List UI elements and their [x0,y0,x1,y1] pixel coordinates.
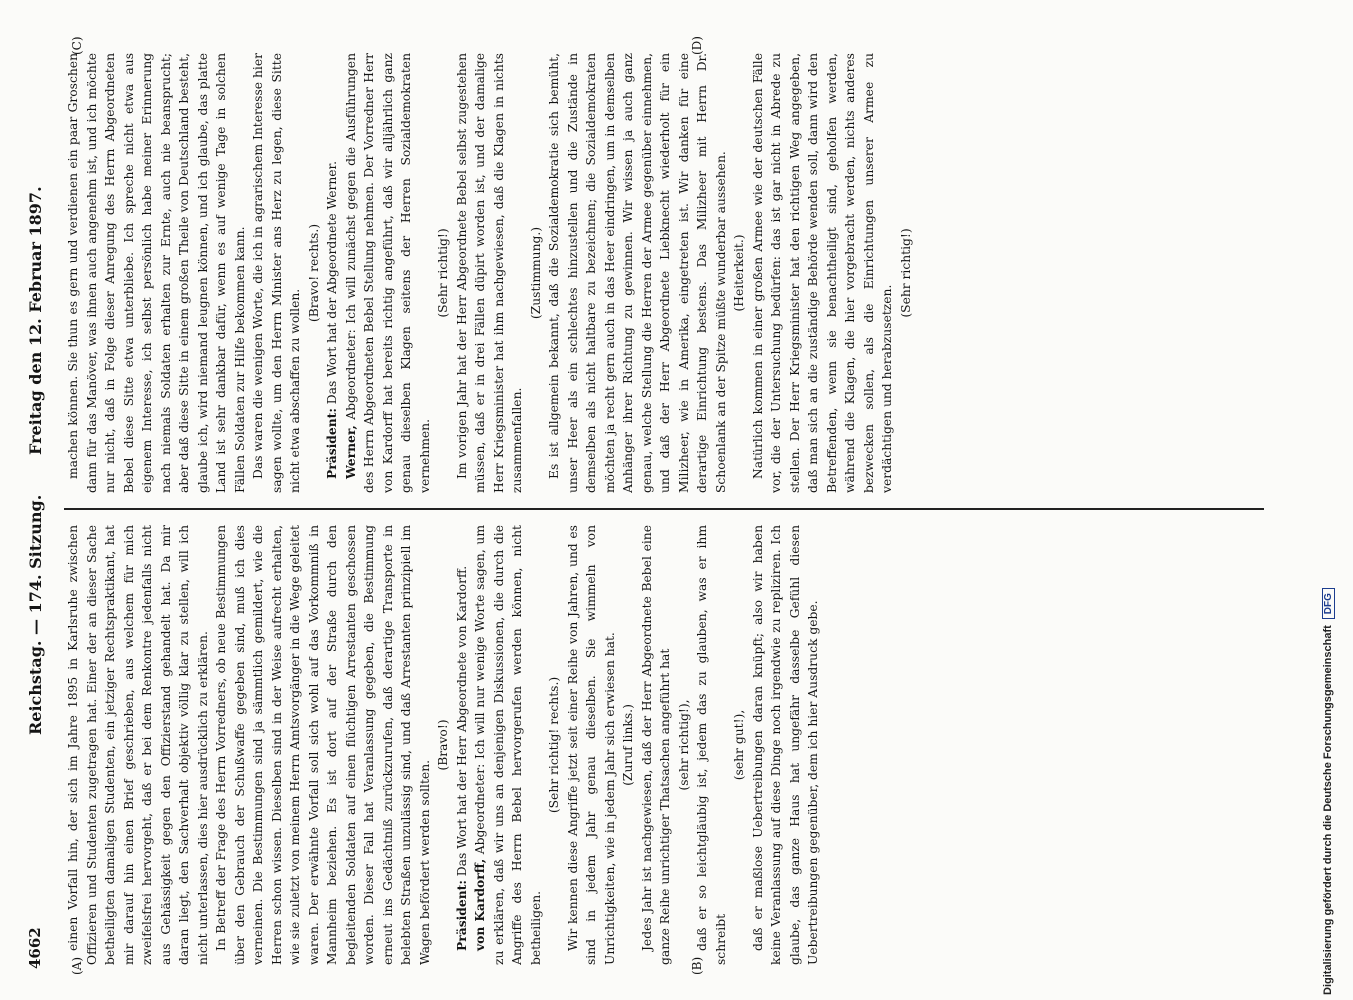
interjection: (Sehr richtig!) [436,228,450,318]
speech-text: Abgeordneter: Ich will nur wenige Worte sagen, um zu erklären, daß wir uns an denjenigen Diskussionen, die durch die Angriffe des Herrn Bebel hervorgerufen werden können, nicht betheiligen. [473,525,543,965]
right-column [64,53,1304,493]
margin-mark-b: (B) [690,956,704,975]
margin-mark-a: (A) [70,956,84,975]
interjection: (Bravo! rechts.) [306,223,321,323]
paragraph: Das waren die wenigen Worte, die ich in agrarischem Interesse hier sagen wollte, um den Herrn Minister ans Herz zu legen, diese Sitte nicht etwa abschaffen zu wollen. [251,53,302,493]
speech-text: Das Wort hat der Abgeordnete Werner. [325,161,339,405]
footer-credit [1322,5,1335,995]
interjection: (Sehr richtig! rechts.) [547,676,561,814]
speaker-label: Präsident: [324,408,339,479]
margin-mark-c: (C) [70,36,84,55]
paragraph: Natürlich kommen in einer großen Armee wie der deutschen Fälle vor, die der Untersuchung bedürfen: das ist gar nicht in Abrede zu stellen. Der Herr Kriegsminister hat den richtigen Weg angegeben, daß man sich an die zuständige Behörde wenden soll, dann wird den Betreffenden, wenn sie benachtheiligt sind, geholfen werden, während die Klagen, die hier vorgebracht werden, nichts anderes bezwecken sollen, als die Einrichtungen unserer Armee zu verdächtigen und herabzusetzen. [750,53,894,493]
speaker-paragraph [323,53,342,493]
interjection: (Sehr richtig!) [898,228,913,318]
paragraph: In Betreff der Frage des Herrn Vorredners, ob neue Bestimmungen über den Gebrauch der Schußwaffe gegeben sind, muß ich dies verneinen. Die Bestimmungen sind ja sämmtlich gemildert, wie die Herren schon wissen. Dieselben sind in der Weise aufrecht erhalten, wie sie zuletzt von meinem Herrn Amtsvorgänger in die Wege geleitet waren. Der erwähnte Vorfall soll sich wohl auf das Vorkommniß in Mannheim beziehen. Es ist dort auf der Straße durch den begleitenden Soldaten auf einen flüchtigen Arrestanten geschossen worden. Dieser Fall hat Veranlassung gegeben, die Bestimmung erneut ins Gedächtniß zurückzurufen, daß derartige Transporte in belebten Straßen unzulässig sind, und daß Arrestanten prinzipiell im Wagen befördert werden sollten. [214,525,432,965]
paragraph: daß er maßlose Uebertreibungen daran knüpft; also wir haben keine Veranlassung auf diese Dinge noch irgendwie zu repliziren. Ich glaube, das ganze Haus hat ungefähr dasselbe Gefühl diesen Uebertreibungen gegenüber, dem ich hier Ausdruck gebe. [750,525,820,965]
paragraph: Jedes Jahr ist nachgewiesen, daß der Herr Abgeordnete Bebel eine ganze Reihe unrichtiger Thatsachen angeführt hat [639,525,672,965]
interjection: (Zuruf links.) [621,704,635,786]
paragraph: machen können. Sie thun es gern und verdienen ein paar Groschen dann für das Manöver, was ihnen auch angenehm ist, und ich möchte nur nicht, daß in Folge dieser Anregung des Herrn Abgeordneten Bebel diese Sitte etwa unterbliebe. Ich spreche nicht etwa aus eigenem Interesse, ich selbst persönlich habe meiner Erinnerung nach niemals Soldaten erhalten zur Ernte, auch nie beansprucht; aber daß diese Sitte in einem großen Theile von Deutschland besteht, glaube ich, wird niemand leugnen können, und ich glaube, das platte Land ist sehr dankbar dafür, wenn es auf wenige Tage in solchen Fällen Soldaten zur Hilfe bekommen kann. [66,53,247,493]
speaker-paragraph [342,53,435,493]
interjection: (Heiterkeit.) [732,234,746,312]
paragraph: Wir kennen diese Angriffe jetzt seit einer Reihe von Jahren, und es sind in jedem Jahr genau dieselben. Sie wimmeln von Unrichtigkeiten, wie in jedem Jahr sich erwiesen hat. [565,525,617,965]
dfg-logo: DFG [1322,588,1335,619]
speaker-label: von Kardorff, [472,858,487,951]
credit-text: Digitalisierung gefördert durch die Deutsche Forschungsgemeinschaft [1322,625,1334,995]
interjection: (sehr richtig!), [676,699,691,791]
speaker-paragraph [453,525,472,965]
interjection: (Zustimmung.) [528,226,543,320]
page-number: 4662 [26,927,44,969]
paragraph: daß er so leichtgläubig ist, jedem das zu glauben, was er ihm schreibt [695,525,728,965]
interjection: (sehr gut!), [732,709,746,781]
speech-text: Abgeordneter: Ich will zunächst gegen die Ausführungen des Herrn Abgeordneten Bebel Stellung nehmen. Der Vorredner Herr von Kardorff hat bereits richtig angeführt, daß wir alljährlich ganz genau dieselben Klagen seitens der Herren Sozialdemokraten vernehmen. [343,53,432,493]
left-column [64,525,1304,965]
paragraph: Es ist allgemein bekannt, daß die Sozialdemokratie sich bemüht, unser Heer als ein schlechtes hinzustellen und die Zustände in demselben als nicht haltbare zu bezeichnen; die Sozialdemokraten möchten ja recht gern auch in das Heer eindringen, um in demselben Anhänger ihrer Richtung zu gewinnen. Wir wissen ja auch ganz genau, welche Stellung die Herren der Armee gegenüber einnehmen, und daß der Herr Abgeordnete Liebknecht wiederholt für ein Milizheer, wie in Amerika, eingetreten ist. Wir danken für eine derartige Einrichtung bestens. Das Milizheer mit Herrn Dr. Schoenlank an der Spitze müßte wunderbar aussehen. [547,53,728,493]
speaker-label: Werner, [342,425,358,479]
paragraph: einen Vorfall hin, der sich im Jahre 1895 in Karlsruhe zwischen Offizieren und Studenten zugetragen hat. Einer der an dieser Sache betheiligten damaligen Studenten, ein jetziger Rechtspraktikant, hat mir darauf hin einen Brief geschrieben, aus welchem für mich zweifelsfrei hervorgeht, daß er bei dem Renkontre jedenfalls nicht aus Gehässigkeit gegen den Offizierstand gehandelt hat. Da mir daran liegt, den Sachverhalt objektiv völlig klar zu stellen, will ich nicht unterlassen, dies hier ausdrücklich zu erklären. [66,525,210,965]
margin-mark-d: (D) [690,36,704,55]
speech-text: Das Wort hat der Herr Abgeordnete von Kardorff. [454,565,469,877]
paragraph: Im vorigen Jahr hat der Herr Abgeordnete Bebel selbst zugestehen müssen, daß er in drei Fällen düpirt worden ist, und der damalige Herr Kriegsminister hat ihm nachgewiesen, daß die Klagen in nichts zusammenfallen. [454,53,524,493]
speaker-paragraph [471,525,545,965]
speaker-label: Präsident: [453,880,469,951]
column-divider [64,509,1264,511]
session-date: Freitag den 12. Februar 1897. [26,186,45,455]
rotated-page-content [20,25,1320,975]
interjection: (Bravo!) [436,719,450,771]
session-title: Reichstag. — 174. Sitzung. [26,494,45,735]
